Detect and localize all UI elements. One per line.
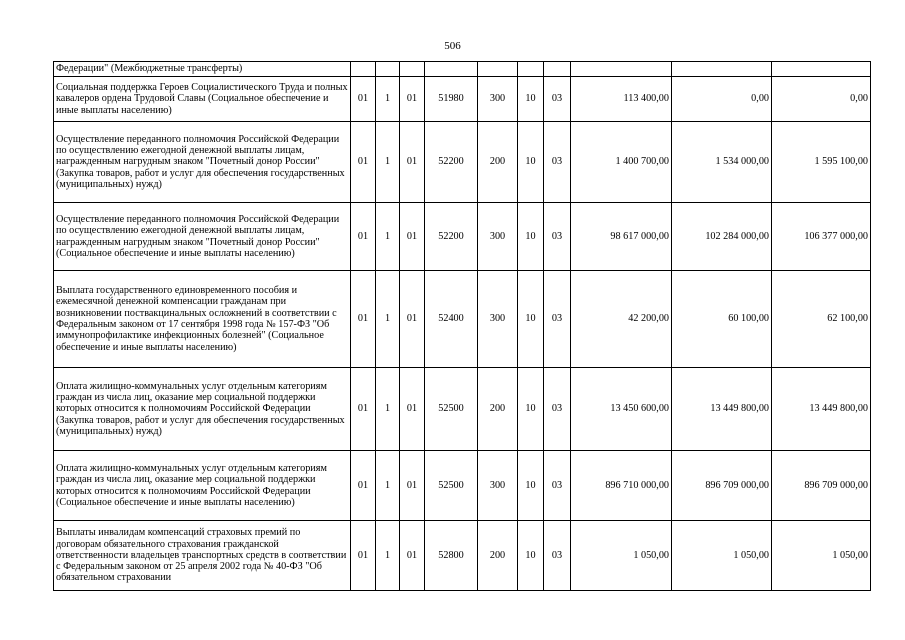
code-cell: 300: [478, 203, 518, 271]
table-cell: [351, 62, 376, 77]
amount-cell: 62 100,00: [772, 271, 871, 368]
code-cell: 51980: [425, 77, 478, 122]
code-cell: 01: [351, 271, 376, 368]
code-cell: 52200: [425, 203, 478, 271]
row-description: Выплата государственного единовременного пособия и ежемесячной денежной компенсации гражданам при возникновении поствакцинальных осложнений в соответствии с Федеральным законом от 17 сентября 1998 года № 157-ФЗ "Об иммунопрофилактике инфекционных болезней" (Социальное обеспечение и иные выплаты населению): [54, 271, 351, 368]
amount-cell: 106 377 000,00: [772, 203, 871, 271]
code-cell: 01: [351, 77, 376, 122]
code-cell: 03: [544, 368, 571, 451]
code-cell: 01: [400, 368, 425, 451]
code-cell: 03: [544, 271, 571, 368]
table-row: [54, 203, 871, 271]
row-description: Осуществление переданного полномочия Российской Федерации по осуществлению ежегодной денежной выплаты лицам, награжденным нагрудным знаком "Почетный донор России" (Закупка товаров, работ и услуг для обеспечения государственных (муниципальных) нужд): [54, 122, 351, 203]
amount-cell: 1 595 100,00: [772, 122, 871, 203]
amount-cell: 102 284 000,00: [672, 203, 772, 271]
table-cell: [478, 62, 518, 77]
code-cell: 10: [518, 203, 544, 271]
row-description: Выплаты инвалидам компенсаций страховых премий по договорам обязательного страхования гражданской ответственности владельцев транспортных средств в соответствии с Федеральным законом от 25 апреля 2002 года № 40-ФЗ "Об обязательном страховании: [54, 521, 351, 591]
amount-cell: 896 709 000,00: [672, 451, 772, 521]
table-row: [54, 62, 871, 77]
amount-cell: 1 050,00: [772, 521, 871, 591]
code-cell: 1: [376, 77, 400, 122]
code-cell: 300: [478, 451, 518, 521]
code-cell: 1: [376, 271, 400, 368]
amount-cell: 113 400,00: [571, 77, 672, 122]
code-cell: 52800: [425, 521, 478, 591]
code-cell: 03: [544, 521, 571, 591]
row-description: Оплата жилищно-коммунальных услуг отдельным категориям граждан из числа лиц, оказание мер социальной поддержки которых относится к полномочиям Российской Федерации (Закупка товаров, работ и услуг для обеспечения государственных (муниципальных) нужд): [54, 368, 351, 451]
code-cell: 01: [400, 122, 425, 203]
code-cell: 10: [518, 368, 544, 451]
code-cell: 01: [351, 521, 376, 591]
code-cell: 10: [518, 521, 544, 591]
code-cell: 52200: [425, 122, 478, 203]
code-cell: 01: [351, 368, 376, 451]
table-cell: [672, 62, 772, 77]
amount-cell: 1 534 000,00: [672, 122, 772, 203]
table-cell: [571, 62, 672, 77]
code-cell: 300: [478, 271, 518, 368]
code-cell: 200: [478, 521, 518, 591]
code-cell: 10: [518, 122, 544, 203]
code-cell: 01: [400, 271, 425, 368]
amount-cell: 42 200,00: [571, 271, 672, 368]
budget-table: [53, 61, 871, 591]
table-row: [54, 271, 871, 368]
code-cell: 1: [376, 521, 400, 591]
code-cell: 01: [351, 122, 376, 203]
amount-cell: 896 709 000,00: [772, 451, 871, 521]
amount-cell: 13 450 600,00: [571, 368, 672, 451]
code-cell: 01: [351, 203, 376, 271]
code-cell: 01: [400, 521, 425, 591]
code-cell: 300: [478, 77, 518, 122]
code-cell: 03: [544, 203, 571, 271]
table-cell: [544, 62, 571, 77]
code-cell: 03: [544, 122, 571, 203]
code-cell: 1: [376, 203, 400, 271]
table-row: [54, 122, 871, 203]
row-description: Оплата жилищно-коммунальных услуг отдельным категориям граждан из числа лиц, оказание мер социальной поддержки которых относится к полномочиям Российской Федерации (Социальное обеспечение и иные выплаты населению): [54, 451, 351, 521]
page-number: 506: [444, 40, 461, 52]
amount-cell: 1 400 700,00: [571, 122, 672, 203]
code-cell: 03: [544, 77, 571, 122]
code-cell: 03: [544, 451, 571, 521]
code-cell: 1: [376, 122, 400, 203]
table-row: [54, 77, 871, 122]
amount-cell: 13 449 800,00: [772, 368, 871, 451]
amount-cell: 896 710 000,00: [571, 451, 672, 521]
table-row: [54, 521, 871, 591]
code-cell: 52500: [425, 451, 478, 521]
code-cell: 01: [400, 203, 425, 271]
code-cell: 52400: [425, 271, 478, 368]
code-cell: 200: [478, 122, 518, 203]
table-cell: [425, 62, 478, 77]
amount-cell: 13 449 800,00: [672, 368, 772, 451]
code-cell: 01: [400, 451, 425, 521]
code-cell: 10: [518, 77, 544, 122]
code-cell: 01: [400, 77, 425, 122]
row-description: Осуществление переданного полномочия Российской Федерации по осуществлению ежегодной денежной выплаты лицам, награжденным нагрудным знаком "Почетный донор России" (Социальное обеспечение и иные выплаты населению): [54, 203, 351, 271]
code-cell: 01: [351, 451, 376, 521]
code-cell: 200: [478, 368, 518, 451]
table-cell: [400, 62, 425, 77]
row-description: Социальная поддержка Героев Социалистического Труда и полных кавалеров ордена Трудовой Славы (Социальное обеспечение и иные выплаты населению): [54, 77, 351, 122]
row-description: Федерации" (Межбюджетные трансферты): [54, 62, 351, 77]
amount-cell: 0,00: [672, 77, 772, 122]
table-cell: [376, 62, 400, 77]
code-cell: 10: [518, 451, 544, 521]
table-row: [54, 451, 871, 521]
amount-cell: 0,00: [772, 77, 871, 122]
amount-cell: 98 617 000,00: [571, 203, 672, 271]
table-cell: [772, 62, 871, 77]
code-cell: 1: [376, 451, 400, 521]
code-cell: 1: [376, 368, 400, 451]
table-row: [54, 368, 871, 451]
amount-cell: 1 050,00: [571, 521, 672, 591]
code-cell: 52500: [425, 368, 478, 451]
amount-cell: 1 050,00: [672, 521, 772, 591]
amount-cell: 60 100,00: [672, 271, 772, 368]
code-cell: 10: [518, 271, 544, 368]
table-cell: [518, 62, 544, 77]
